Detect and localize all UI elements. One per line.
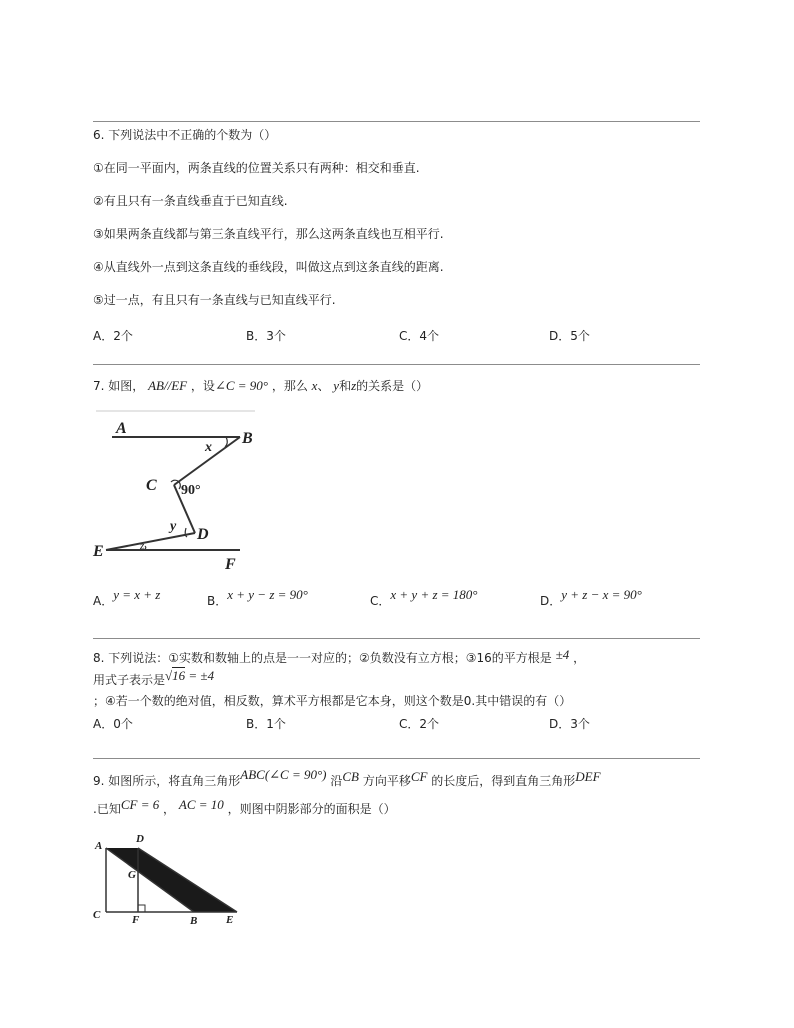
q9-stem-line-1: 9. 如图所示，将直角三角形ABC(∠C = 90°) 沿CB 方向平移CF 的长度后，得到直角三角形DEF [93,767,601,788]
q7-stem: 7. 如图， AB//EF ，设∠C = 90° ，那么 x、 y和z的关系是（） [93,378,429,393]
label-b: B [242,430,253,447]
q8-line-2: 用式子表示是√16 = ±4 [93,668,215,687]
divider [93,638,700,639]
label-g: G [128,869,136,881]
label-c: C [93,909,101,921]
q8-option-a[interactable]: A．0个 [93,717,133,731]
label-b: B [190,915,198,927]
label-f: F [225,556,236,573]
q6-option-d[interactable]: D．5个 [549,329,590,343]
label-a: A [95,840,103,852]
q6-option-c[interactable]: C．4个 [399,329,440,343]
divider [93,364,700,365]
label-z: z [140,540,145,552]
label-e: E [226,914,234,926]
q9-figure [90,830,245,930]
q6-statement-1: ①在同一平面内，两条直线的位置关系只有两种：相交和垂直. [93,161,420,175]
q8-option-c[interactable]: C．2个 [399,717,440,731]
segment-de [106,533,195,550]
q8-line-1: 8. 下列说法：①实数和数轴上的点是一一对应的；②负数没有立方根；③16的平方根是 ±4 ， [93,647,586,665]
q8-option-d[interactable]: D．3个 [549,717,590,731]
label-f: F [132,914,140,926]
label-x: x [205,440,212,455]
q6-stem: 6. 下列说法中不正确的个数为（） [93,128,277,142]
label-d: D [197,526,209,543]
q6-statement-3: ③如果两条直线都与第三条直线平行，那么这两条直线也互相平行. [93,227,444,241]
label-y: y [170,519,177,534]
label-e: E [93,543,104,560]
divider [93,121,700,122]
q8-option-b[interactable]: B．1个 [246,717,286,731]
q6-option-a[interactable]: A．2个 [93,329,133,343]
q6-statement-4: ④从直线外一点到这条直线的垂线段，叫做这点到这条直线的距离. [93,260,444,274]
label-a: A [116,420,127,437]
q7-figure [90,408,265,580]
q8-line-3: ；④若一个数的绝对值，相反数，算术平方根都是它本身，则这个数是0.其中错误的有（） [93,694,572,708]
label-c: C [146,477,157,494]
shaded-region [106,848,237,912]
q7-option-b[interactable]: B．x + y − z = 90° [207,587,308,608]
q7-option-d[interactable]: D．y + z − x = 90° [540,587,642,608]
q6-statement-2: ②有且只有一条直线垂直于已知直线. [93,194,288,208]
q7-option-c[interactable]: C．x + y + z = 180° [370,587,478,608]
q9-stem-line-2: .已知CF = 6 ， AC = 10 ，则图中阴影部分的面积是（） [93,797,396,816]
q7-option-a[interactable]: A．y = x + z [93,587,161,608]
divider [93,758,700,759]
q6-statement-5: ⑤过一点，有且只有一条直线与已知直线平行. [93,293,336,307]
q6-option-b[interactable]: B．3个 [246,329,286,343]
label-d: D [136,833,144,845]
label-90-degrees: 90° [181,483,201,498]
